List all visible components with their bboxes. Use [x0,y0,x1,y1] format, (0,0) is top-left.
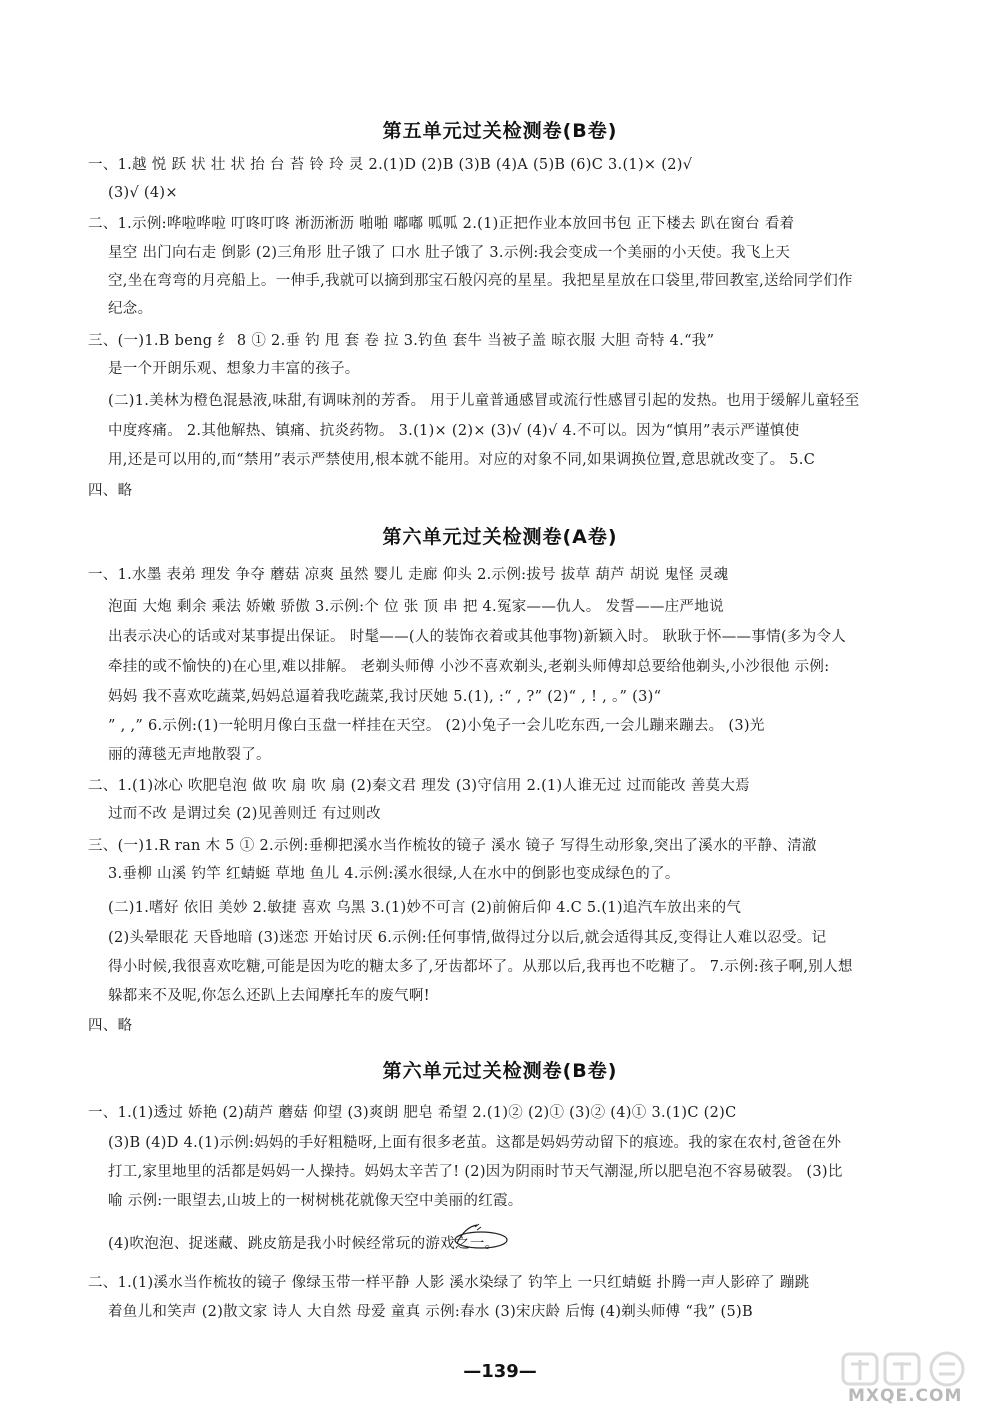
answer-line: 纪念。 [108,301,153,317]
answer-line: (3)B (4)D 4.(1)示例:妈妈的手好粗糙呀,上面有很多老茧。这都是妈妈劳动留下的痕迹。我的家在农村,爸爸在外 [108,1135,842,1151]
answer-line: 二、1.示例:哗啦哗啦 叮咚叮咚 淅沥淅沥 啪啪 嘟嘟 呱呱 2.(1)正把作业本放回书包 正下楼去 趴在窗台 看着 [88,216,795,232]
section-title-unit6-b: 第六单元过关检测卷(B卷) [382,1060,618,1082]
answer-line: 二、1.(1)冰心 吹肥皂泡 做 吹 扇 吹 扇 (2)秦文君 理发 (3)守信用 2.(1)人谁无过 过而能改 善莫大焉 [88,778,750,794]
answer-line: 躲都来不及呢,你怎么还趴上去闻摩托车的废气啊! [108,988,430,1004]
answer-line: 中度疼痛。 2.其他解热、镇痛、抗炎药物。 3.(1)× (2)× (3)√ (4)√ 4.不可以。因为“慎用”表示严谨慎使 [108,423,800,439]
answer-line: 打工,家里地里的活都是妈妈一人操持。妈妈太辛苦了! (2)因为阴雨时节天气潮湿,所以肥皂泡不容易破裂。 (3)比 [108,1164,843,1180]
section-title-unit6-a: 第六单元过关检测卷(A卷) [382,526,618,548]
answer-line: 出表示决心的话或对某事提出保证。 时髦——(人的装饰衣着或其他事物)新颖入时。 耿耿于怀——事情(多为令人 [108,629,847,645]
answer-line: 妈妈 我不喜欢吃蔬菜,妈妈总逼着我吃蔬菜,我讨厌她 5.(1), :“ , ?” (2)“ , ! , 。” (3)“ [108,689,662,705]
answer-line: 着鱼儿和笑声 (2)散文家 诗人 大自然 母爱 童真 示例:春水 (3)宋庆龄 后悔 (4)剃头师傅 “我” (5)B [108,1304,753,1320]
answer-line: 用,还是可以用的,而“禁用”表示严禁使用,根本就不能用。对应的对象不同,如果调换位置,意思就改变了。 5.C [108,452,816,468]
answer-line: 丽的薄毯无声地散裂了。 [108,747,271,763]
answer-line: (2)头晕眼花 天昏地暗 (3)迷恋 开始讨厌 6.示例:任何事情,做得过分以后,就会适得其反,变得让人难以忍受。记 [108,930,827,946]
answer-line: 泡面 大炮 剩余 乘法 娇嫩 骄傲 3.示例:个 位 张 顶 串 把 4.冤家——仇人。 发誓——庄严地说 [108,599,724,615]
answer-line: (二)1.美林为橙色混悬液,味甜,有调味剂的芳香。 用于儿童普通感冒或流行性感冒引起的发热。也用于缓解儿童轻至 [108,393,860,409]
answer-line: 一、1.越 悦 跃 状 壮 状 抬 台 苔 铃 玲 灵 2.(1)D (2)B (3)B (4)A (5)B (6)C 3.(1)× (2)√ [88,157,693,173]
answer-line: 星空 出门向右走 倒影 (2)三角形 肚子饿了 口水 肚子饿了 3.示例:我会变成一个美丽的小天使。我飞上天 [108,245,791,261]
answer-line: (4)吹泡泡、捉迷藏、跳皮筋是我小时候经常玩的游戏之一。 [108,1236,500,1252]
answer-line: 空,坐在弯弯的月亮船上。一伸手,我就可以摘到那宝石般闪亮的星星。我把星星放在口袋里,带回教室,送给同学们作 [108,273,853,289]
handwritten-circle-icon [447,1221,517,1251]
answer-line: 3.垂柳 山溪 钓竿 红蜻蜓 草地 鱼儿 4.示例:溪水很绿,人在水中的倒影也变成绿色的了。 [108,866,680,882]
answer-line: (3)√ (4)× [108,185,178,201]
answer-line: 三、(一)1.R ran 木 5 ① 2.示例:垂柳把溪水当作梳妆的镜子 溪水 镜子 写得生动形象,突出了溪水的平静、清澈 [88,838,817,854]
answer-line: 过而不改 是谓过矣 (2)见善则迁 有过则改 [108,806,381,822]
answer-line: 三、(一)1.B beng 纟 8 ① 2.垂 钓 甩 套 卷 拉 3.钓鱼 套牛 当被子盖 晾衣服 大胆 奇特 4.“我” [88,333,715,349]
answer-line: (二)1.嗜好 依旧 美妙 2.敏捷 喜欢 乌黑 3.(1)妙不可言 (2)前俯后仰 4.C 5.(1)追汽车放出来的气 [108,900,742,916]
answer-line: ” , ,” 6.示例:(1)一轮明月像白玉盘一样挂在天空。 (2)小兔子一会儿吃东西,一会儿蹦来蹦去。 (3)光 [108,718,765,734]
answer-line: 二、1.(1)溪水当作梳妆的镜子 像绿玉带一样平静 人影 溪水染绿了 钓竿上 一只红蜻蜓 扑腾一声人影碎了 蹦跳 [88,1275,810,1291]
answer-line: 一、1.(1)透过 娇艳 (2)葫芦 蘑菇 仰望 (3)爽朗 肥皂 希望 2.(1)② (2)① (3)② (4)① 3.(1)C (2)C [88,1105,737,1121]
page-number: —139— [463,1361,537,1382]
watermark-text: MXQE.COM [848,1386,963,1406]
answer-line: 喻 示例:一眼望去,山坡上的一树树桃花就像天空中美丽的红霞。 [108,1193,523,1209]
answer-line: 得小时候,我很喜欢吃糖,可能是因为吃的糖太多了,牙齿都坏了。从那以后,我再也不吃糖了。 7.示例:孩子啊,别人想 [108,959,853,975]
answer-line: 四、略 [88,483,133,499]
answer-line: 四、略 [88,1018,133,1034]
answer-line: 一、1.水墨 表弟 理发 争夺 蘑菇 凉爽 虽然 婴儿 走廊 仰头 2.示例:拔号 拔草 葫芦 胡说 鬼怪 灵魂 [88,567,729,583]
answer-line: 是一个开朗乐观、想象力丰富的孩子。 [108,361,360,377]
section-title-unit5-b: 第五单元过关检测卷(B卷) [382,120,618,142]
answer-line: 牵挂的或不愉快的)在心里,难以排解。 老剃头师傅 小沙不喜欢剃头,老剃头师傅却总要给他剃头,小沙很他 示例: [108,659,830,675]
